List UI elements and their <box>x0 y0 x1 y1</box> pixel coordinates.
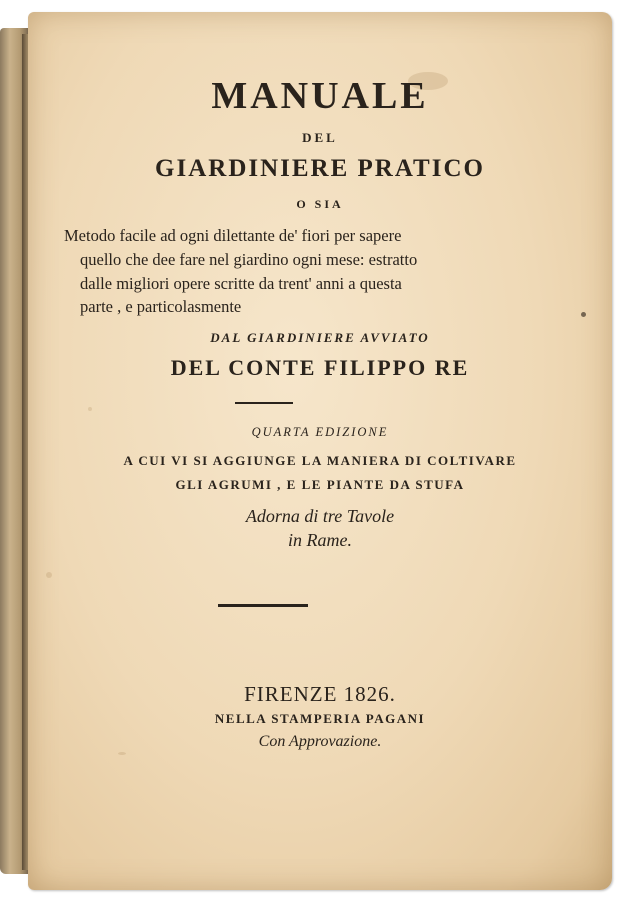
foxing-spot <box>118 752 126 755</box>
title-connector-del: DEL <box>302 130 338 145</box>
foxing-spot <box>46 572 52 578</box>
author-line: DEL CONTE FILIPPO RE <box>170 355 470 380</box>
foxing-spot <box>581 312 586 317</box>
description-line: parte , e particolasmente <box>80 297 242 316</box>
foxing-spot <box>88 407 92 411</box>
addition-line: GLI AGRUMI , E LE PIANTE DA STUFA <box>175 477 465 492</box>
book-subtitle: GIARDINIERE PRATICO <box>155 155 485 182</box>
title-connector-o-sia: O SIA <box>296 197 344 211</box>
imprint-approval: Con Approvazione. <box>258 733 382 750</box>
title-page <box>28 12 612 890</box>
imprint-city-year: FIRENZE 1826. <box>244 682 396 706</box>
edition-line: QUARTA EDIZIONE <box>251 425 389 439</box>
divider-rule <box>218 604 308 607</box>
description-line: Metodo facile ad ogni dilettante de' fiori per sapere <box>64 226 402 245</box>
description-line: quello che dee fare nel giardino ogni mese: estratto <box>80 250 418 269</box>
book-title: MANUALE <box>211 75 429 117</box>
description-line: dalle migliori opere scritte da trent' anni a questa <box>80 274 402 293</box>
source-line: DAL GIARDINIERE AVVIATO <box>210 330 430 345</box>
plates-note-line: Adorna di tre Tavole <box>245 506 395 526</box>
plates-note-line: in Rame. <box>288 530 352 550</box>
divider-rule <box>235 402 293 404</box>
addition-line: A CUI VI SI AGGIUNGE LA MANIERA DI COLTIVARE <box>123 453 517 468</box>
imprint-printer: NELLA STAMPERIA PAGANI <box>214 711 426 726</box>
